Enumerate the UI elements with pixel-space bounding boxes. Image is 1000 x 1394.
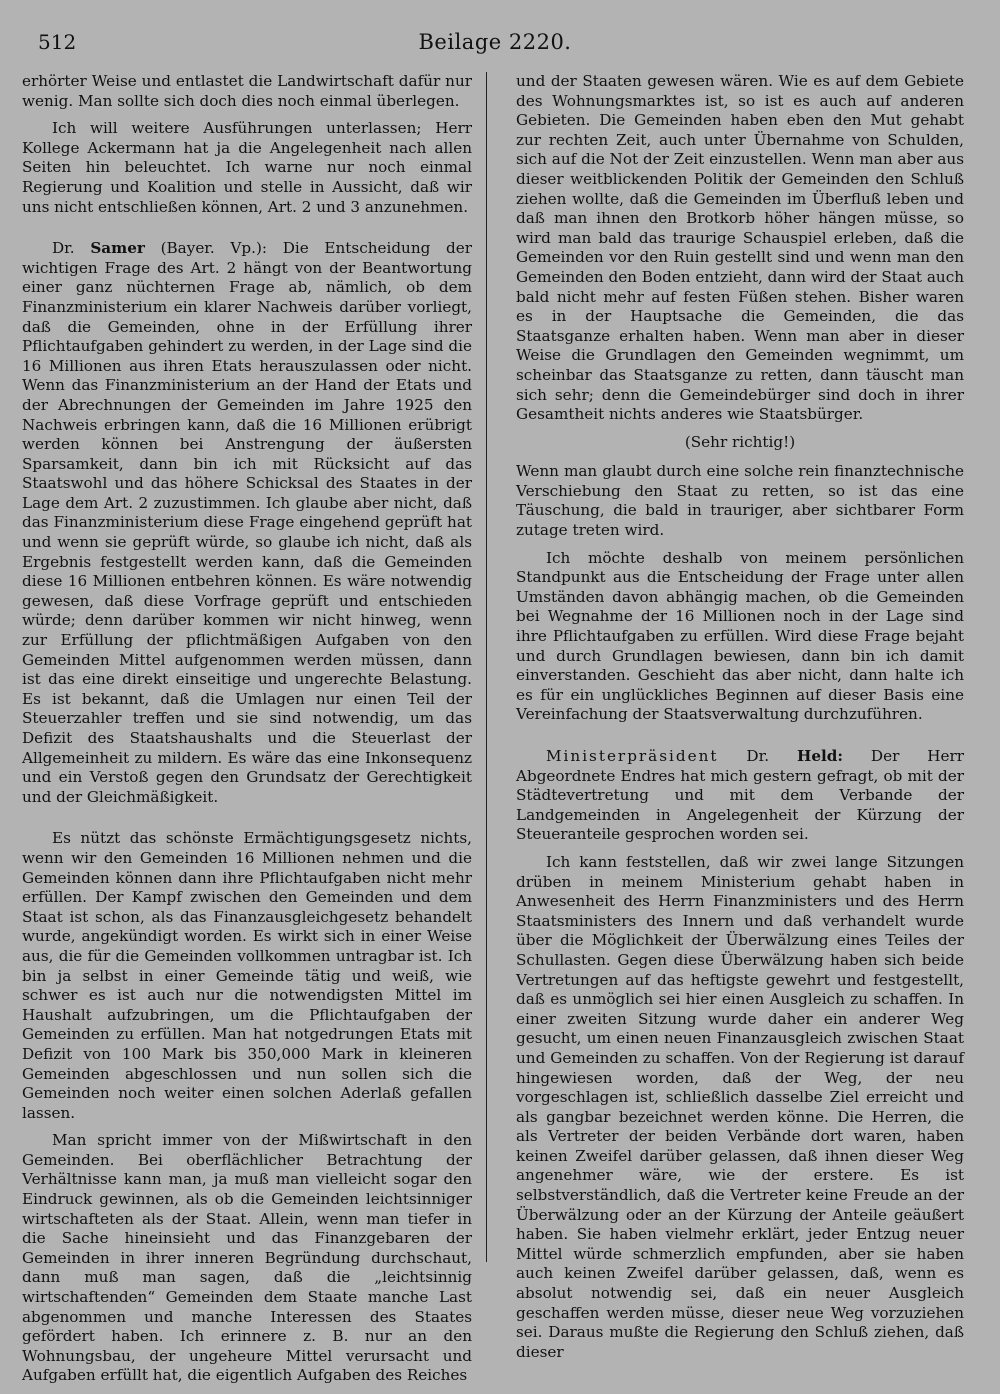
paragraph: Wenn man glaubt durch eine solche rein finanztechnische Verschiebung den Staat zu retten, so ist das eine Täuschung, die bald in trauriger, aber sichtbarer Form zutage treten wird. xyxy=(516,462,964,540)
speaker-name: Samer xyxy=(90,239,145,258)
paragraph: Ich kann feststellen, daß wir zwei lange Sitzungen drüben in meinem Ministerium gehabt haben in Anwesenheit des Herrn Finanzministers und des Herrn Staatsministers des Innern und daß verhandelt wurde über die Möglichkeit der Überwälzung eines Teiles der Schullasten. Gegen diese Überwälzung haben sich beide Vertretungen auf das heftigste gewehrt und festgestellt, daß es unmöglich sei hier einen Ausgleich zu schaffen. In einer zweiten Sitzung wurde daher ein anderer Weg gesucht, um einen neuen Finanzausgleich zwischen Staat und Gemeinden zu schaffen. Von der Regierung ist darauf hingewiesen worden, daß der Weg, der neu vorgeschlagen ist, schließlich dasselbe Ziel erreicht und als gangbar bezeichnet werden könne. Die Herren, die als Vertreter der beiden Verbände dort waren, haben keinen Zweifel darüber gelassen, daß ihnen dieser Weg angenehmer wäre, wie der erstere. Es ist selbstverständlich, daß die Vertreter keine Freude an der Überwälzung oder an der Kürzung der Anteile geäußert haben. Sie haben vielmehr erklärt, jeder Entzug neuer Mittel würde schmerzlich empfunden, aber sie haben auch keinen Zweifel darüber gelassen, daß, wenn es absolut notwendig sei, daß ein neuer Ausgleich geschaffen werden müsse, dieser neue Weg vorzuziehen sei. Daraus mußte die Regierung den Schluß ziehen, daß dieser xyxy=(516,852,964,1361)
speaker-paragraph xyxy=(22,239,472,807)
right-column xyxy=(516,72,964,1370)
left-column xyxy=(22,72,472,1394)
speaker-honorific: Dr. xyxy=(746,747,770,765)
speech-text: Der Herr Abgeordnete Endres hat mich gestern gefragt, ob mit der Städtevertretung und mit dem Verbande der Landgemeinden in Angelegenheit der Kürzung der Steueranteile gesprochen worden sei. xyxy=(516,747,965,844)
paragraph: Ich möchte deshalb von meinem persönlichen Standpunkt aus die Entscheidung der Frage unter allen Umständen davon abhängig machen, ob die Gemeinden bei Wegnahme der 16 Millionen noch in der Lage sind ihre Pflichtaufgaben zu erfüllen. Wird diese Frage bejaht und durch Grundlagen bewiesen, dann bin ich damit einverstanden. Geschieht das aber nicht, dann halte ich es für ein unglückliches Beginnen auf dieser Basis eine Vereinfachung der Staatsverwaltung durchzuführen. xyxy=(516,548,964,724)
page-number: 512 xyxy=(38,30,77,54)
speech-text: (Bayer. Vp.): Die Entscheidung der wichtigen Frage des Art. 2 hängt von der Beantwortung einer ganz nüchternen Frage ab, nämlich, ob dem Finanzministerium ein klarer Nachweis darüber vorliegt, daß die Gemeinden, ohne in der Erfüllung ihrer Pflichtaufgaben gehindert zu werden, in der Lage sind die 16 Millionen aus ihren Etats herauszulassen oder nicht. Wenn das Finanzministerium an der Hand der Etats und der Abrechnungen der Gemeinden im Jahre 1925 den Nachweis erbringen kann, daß die 16 Millionen erübrigt werden können bei Anstrengung der äußersten Sparsamkeit, dann bin ich mit Rücksicht auf das Staatswohl und das höhere Schicksal des Staates in der Lage dem Art. 2 zuzustimmen. Ich glaube aber nicht, daß das Finanzministerium diese Frage eingehend geprüft hat und wenn sie geprüft würde, so glaube ich nicht, daß als Ergebnis festgestellt werden kann, daß die Gemeinden diese 16 Millionen entbehren können. Es wäre notwendig gewesen, daß diese Vorfrage geprüft und entschieden würde; denn darüber kommen wir nicht hinweg, wenn zur Erfüllung der pflichtmäßigen Aufgaben von den Gemeinden Mittel aufgenommen werden müssen, dann ist das eine direkt einseitige und ungerechte Belastung. Es ist bekannt, daß die Umlagen nur einen Teil der Steuerzahler treffen und sie sind notwendig, um das Defizit des Staatshaushalts und die Steuerlast der Allgemeinheit zu mildern. Es wäre das eine Inkonsequenz und ein Verstoß gegen den Grundsatz der Gerechtigkeit und der Gleichmäßigkeit. xyxy=(22,239,473,806)
paragraph: Ich will weitere Ausführungen unterlassen; Herr Kollege Ackermann hat ja die Angelegenheit nach allen Seiten hin beleuchtet. Ich warne nur noch einmal Regierung und Koalition und stelle in Aussicht, daß wir uns nicht entschließen können, Art. 2 und 3 anzunehmen. xyxy=(22,119,472,216)
paragraph: Man spricht immer von der Mißwirtschaft in den Gemeinden. Bei oberflächlicher Betrachtung der Verhältnisse kann man, ja muß man vielleicht sogar den Eindruck gewinnen, als ob die Gemeinden leichtsinniger wirtschafteten als der Staat. Allein, wenn man tiefer in die Sache hineinsieht und das Finanzgebaren der Gemeinden in ihrer inneren Begründung durchschaut, dann muß man sagen, daß die „leichtsinnig wirtschaftenden“ Gemeinden dem Staate manche Last abgenommen und manche Interessen des Staates gefördert haben. Ich erinnere z. B. nur an den Wohnungsbau, der ungeheure Mittel verursacht und Aufgaben erfüllt hat, die eigentlich Aufgaben des Reiches xyxy=(22,1131,472,1385)
speaker-title: Ministerpräsident xyxy=(546,747,719,765)
paragraph: Es nützt das schönste Ermächtigungsgesetz nichts, wenn wir den Gemeinden 16 Millionen nehmen und die Gemeinden können dann ihre Pflichtaufgaben nicht mehr erfüllen. Der Kampf zwischen den Gemeinden und dem Staat ist schon, als das Finanzausgleichgesetz behandelt wurde, angekündigt worden. Es wirkt sich in einer Weise aus, die für die Gemeinden vollkommen untragbar ist. Ich bin ja selbst in einer Gemeinde tätig und weiß, wie schwer es ist auch nur die notwendigsten Mittel im Haushalt aufzubringen, um die Pflichtaufgaben der Gemeinden zu erfüllen. Man hat notgedrungen Etats mit Defizit von 100 Mark bis 350,000 Mark in kleineren Gemeinden abgeschlossen und nun sollen sich die Gemeinden noch weiter einen solchen Aderlaß gefallen lassen. xyxy=(22,829,472,1122)
interjection: (Sehr richtig!) xyxy=(684,432,796,451)
speaker-name: Held: xyxy=(796,747,843,765)
speaker-paragraph xyxy=(516,747,964,845)
paragraph: und der Staaten gewesen wären. Wie es auf dem Gebiete des Wohnungsmarktes ist, so ist es auch auf anderen Gebieten. Die Gemeinden haben eben den Mut gehabt zur rechten Zeit, auch unter Übernahme von Schulden, sich auf die Not der Zeit einzustellen. Wenn man aber aus dieser weitblickenden Politik der Gemeinden den Schluß ziehen wollte, daß die Gemeinden im Überfluß leben und daß man ihnen den Brotkorb höher hängen müsse, so wird man bald das traurige Schauspiel erleben, daß die Gemeinden vor den Ruin gestellt sind und wenn man den Gemeinden den Boden entzieht, dann wird der Staat auch bald nicht mehr auf festen Füßen stehen. Bisher waren es in der Hauptsache die Gemeinden, die das Staatsganze erhalten haben. Wenn man aber in dieser Weise die Grundlagen den Gemeinden wegnimmt, um scheinbar das Staatsganze zu retten, dann täuscht man sich sehr; denn die Gemeindebürger sind doch in ihrer Gesamtheit nichts anderes wie Staatsbürger. xyxy=(516,72,964,424)
page-header xyxy=(30,30,960,64)
speaker-title: Dr. xyxy=(52,239,75,258)
page-title: Beilage 2220. xyxy=(418,30,572,54)
column-divider xyxy=(486,72,487,1262)
paragraph: erhörter Weise und entlastet die Landwirtschaft dafür nur wenig. Man sollte sich doch dies noch einmal überlegen. xyxy=(22,72,472,110)
